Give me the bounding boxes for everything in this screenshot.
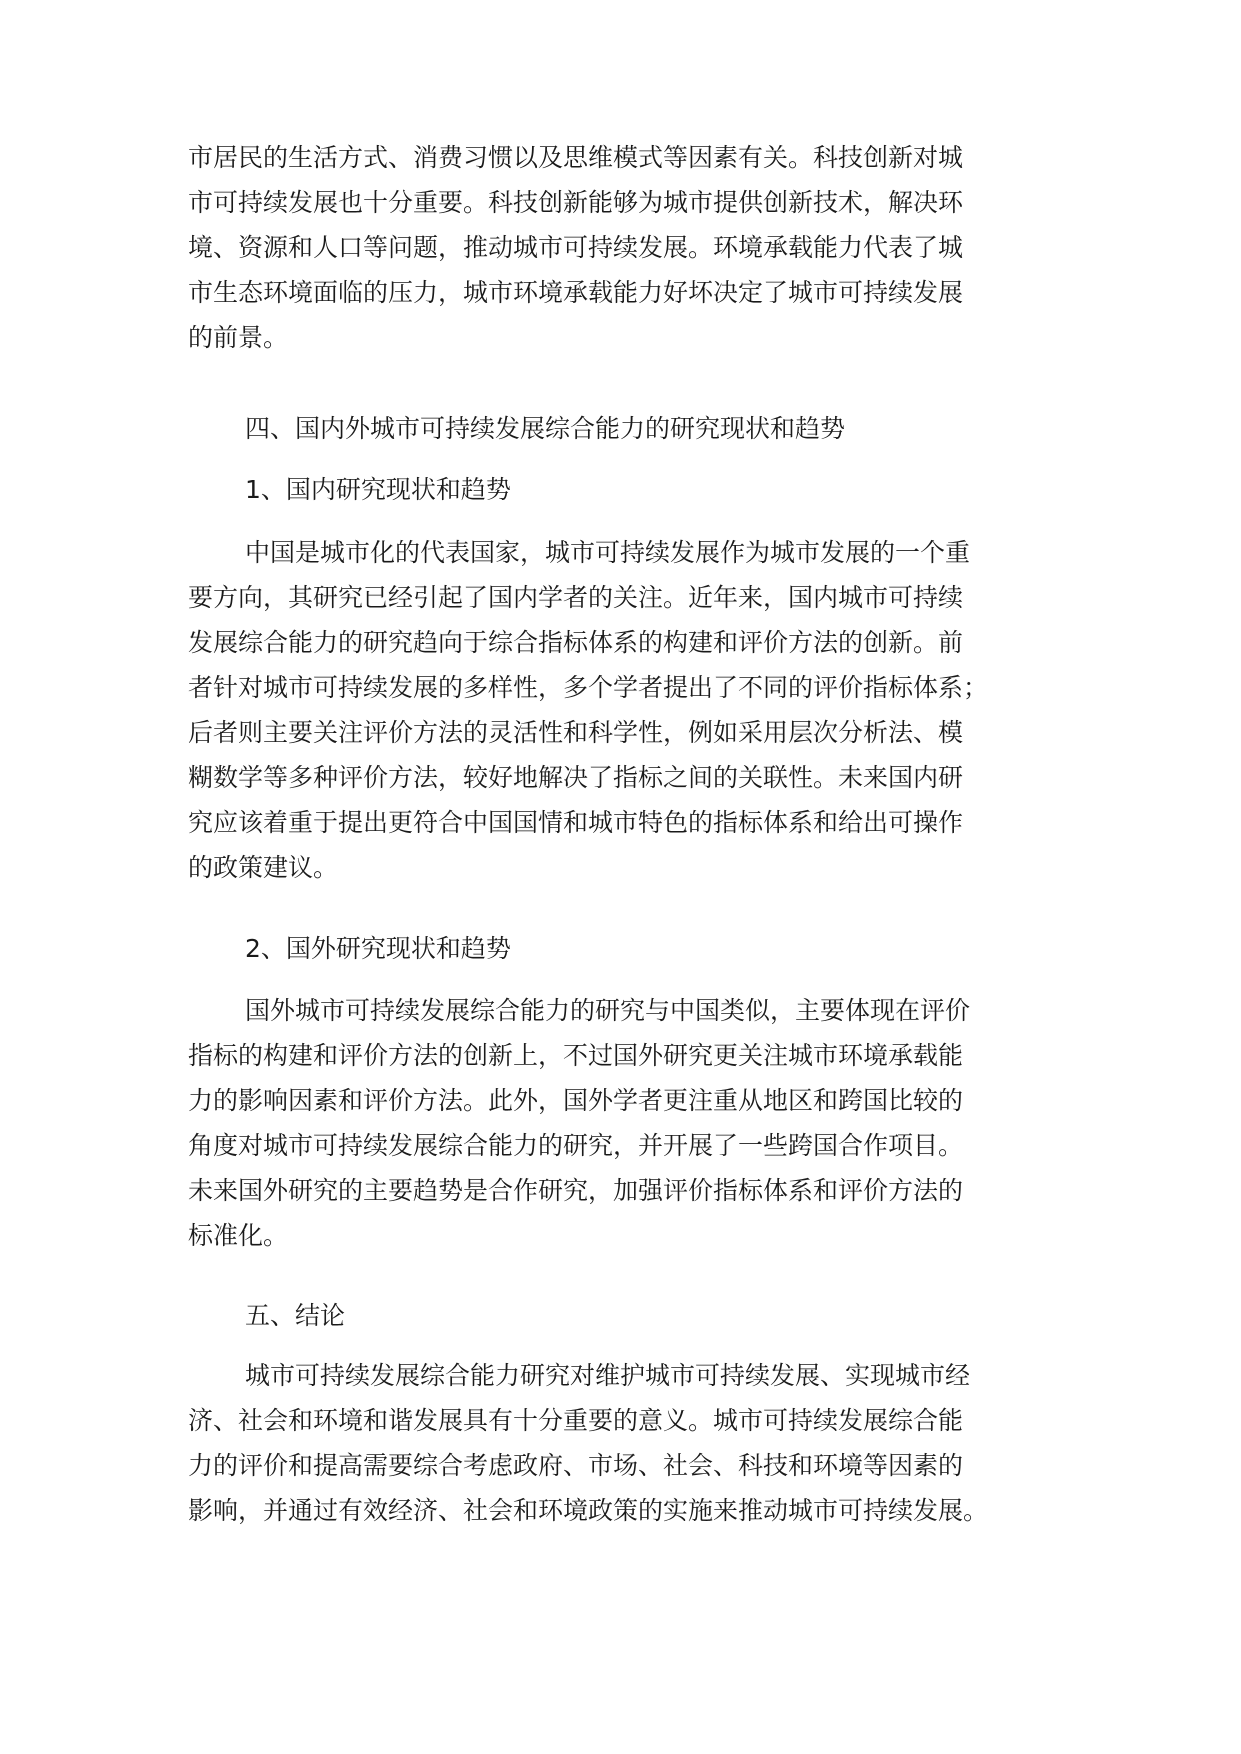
heading-text: 五、结论 bbox=[245, 1301, 346, 1330]
text-line: 发展综合能力的研究趋向于综合指标体系的构建和评价方法的创新。前 bbox=[188, 628, 964, 657]
paragraph-domestic bbox=[188, 530, 1048, 890]
text-line: 指标的构建和评价方法的创新上，不过国外研究更关注城市环境承载能 bbox=[188, 1041, 964, 1070]
subsection-heading-domestic bbox=[188, 467, 1048, 512]
text-line: 未来国外研究的主要趋势是合作研究，加强评价指标体系和评价方法的 bbox=[188, 1176, 964, 1205]
paragraph-continuation bbox=[188, 135, 1048, 360]
text-line: 市生态环境面临的压力，城市环境承载能力好坏决定了城市可持续发展 bbox=[188, 278, 964, 307]
text-line: 标准化。 bbox=[188, 1221, 289, 1250]
heading-text: 2、国外研究现状和趋势 bbox=[245, 934, 511, 963]
heading-text: 四、国内外城市可持续发展综合能力的研究现状和趋势 bbox=[245, 414, 846, 443]
text-line: 角度对城市可持续发展综合能力的研究，并开展了一些跨国合作项目。 bbox=[188, 1131, 964, 1160]
text-line: 济、社会和环境和谐发展具有十分重要的意义。城市可持续发展综合能 bbox=[188, 1406, 964, 1435]
text-line: 城市可持续发展综合能力研究对维护城市可持续发展、实现城市经 bbox=[245, 1361, 971, 1390]
text-line: 的政策建议。 bbox=[188, 853, 339, 882]
paragraph-foreign bbox=[188, 988, 1048, 1258]
text-line: 力的评价和提高需要综合考虑政府、市场、社会、科技和环境等因素的 bbox=[188, 1451, 964, 1480]
text-line: 者针对城市可持续发展的多样性，多个学者提出了不同的评价指标体系； bbox=[188, 673, 989, 702]
text-line: 后者则主要关注评价方法的灵活性和科学性，例如采用层次分析法、模 bbox=[188, 718, 964, 747]
text-line: 要方向，其研究已经引起了国内学者的关注。近年来，国内城市可持续 bbox=[188, 583, 964, 612]
text-line: 市居民的生活方式、消费习惯以及思维模式等因素有关。科技创新对城 bbox=[188, 143, 964, 172]
text-line: 市可持续发展也十分重要。科技创新能够为城市提供创新技术，解决环 bbox=[188, 188, 964, 217]
text-line: 究应该着重于提出更符合中国国情和城市特色的指标体系和给出可操作 bbox=[188, 808, 964, 837]
text-line: 中国是城市化的代表国家，城市可持续发展作为城市发展的一个重 bbox=[245, 538, 971, 567]
subsection-heading-foreign bbox=[188, 926, 1048, 971]
text-line: 力的影响因素和评价方法。此外，国外学者更注重从地区和跨国比较的 bbox=[188, 1086, 964, 1115]
text-line: 糊数学等多种评价方法，较好地解决了指标之间的关联性。未来国内研 bbox=[188, 763, 964, 792]
section-heading-conclusion bbox=[188, 1293, 1048, 1338]
section-heading-4 bbox=[188, 406, 1048, 451]
text-line: 境、资源和人口等问题，推动城市可持续发展。环境承载能力代表了城 bbox=[188, 233, 964, 262]
paragraph-conclusion bbox=[188, 1353, 1048, 1533]
text-line: 的前景。 bbox=[188, 323, 289, 352]
heading-text: 1、国内研究现状和趋势 bbox=[245, 475, 511, 504]
text-line: 国外城市可持续发展综合能力的研究与中国类似，主要体现在评价 bbox=[245, 996, 971, 1025]
text-line: 影响，并通过有效经济、社会和环境政策的实施来推动城市可持续发展。 bbox=[188, 1496, 989, 1525]
